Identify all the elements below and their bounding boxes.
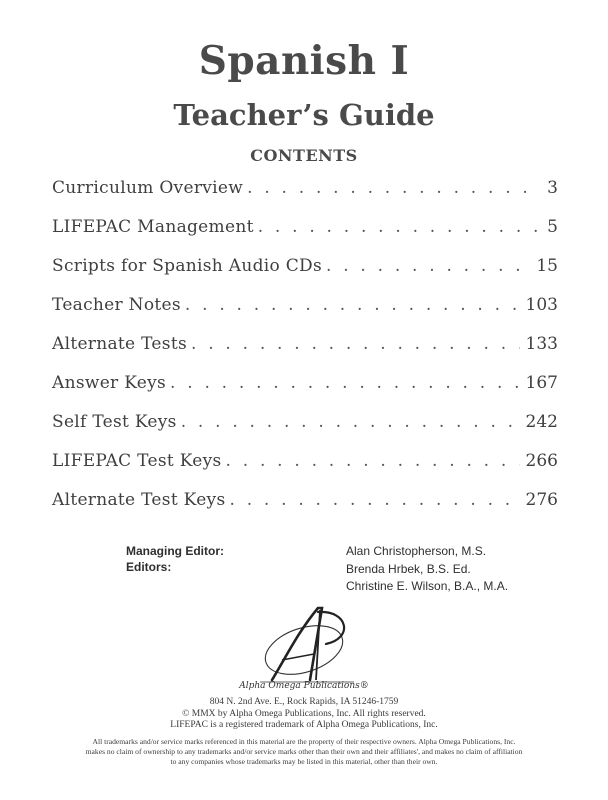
toc-leader-dots xyxy=(226,451,520,471)
credit-roles xyxy=(126,543,224,575)
toc-entry xyxy=(52,490,558,529)
contents-heading: CONTENTS xyxy=(250,146,358,165)
alpha-omega-logo-icon xyxy=(252,602,362,686)
toc-leader-dots xyxy=(181,412,520,432)
editor-name: Christine E. Wilson, B.A., M.A. xyxy=(346,579,509,593)
legal-disclaimer xyxy=(20,737,588,767)
toc-entry xyxy=(52,451,558,490)
toc-entry-page: 276 xyxy=(525,490,558,510)
toc-entry-page: 3 xyxy=(547,178,558,198)
toc-entry-page: 266 xyxy=(525,451,558,471)
toc-leader-dots xyxy=(170,373,520,393)
publisher-imprint xyxy=(0,697,608,732)
toc-entry-label: LIFEPAC Management xyxy=(52,217,254,237)
logo-wordmark: Alpha Omega Publications® xyxy=(239,681,369,691)
managing-editor-name: Alan Christopherson, M.S. xyxy=(346,544,487,558)
managing-editor-label: Managing Editor: xyxy=(126,544,224,558)
toc-leader-dots xyxy=(258,217,538,237)
toc-entry-page: 133 xyxy=(525,334,558,354)
toc-entry xyxy=(52,256,558,295)
editor-name: Brenda Hrbek, B.S. Ed. xyxy=(346,561,471,576)
document-title: Spanish I xyxy=(198,38,410,84)
toc-entry xyxy=(52,295,558,334)
toc-leader-dots xyxy=(185,295,520,315)
document-subtitle: Teacher’s Guide xyxy=(173,98,435,132)
table-of-contents xyxy=(52,178,558,529)
legal-line: All trademarks and/or service marks referenced in this material are the property of their respective owners. Alpha Omega Publications, Inc. xyxy=(92,737,516,746)
toc-entry-label: Teacher Notes xyxy=(52,295,181,315)
toc-entry-label: Curriculum Overview xyxy=(52,178,244,198)
credit-names xyxy=(346,543,508,596)
toc-entry-page: 5 xyxy=(547,217,558,237)
toc-entry-page: 242 xyxy=(525,412,558,432)
toc-entry xyxy=(52,373,558,412)
toc-entry-label: Answer Keys xyxy=(52,373,167,393)
editors-label: Editors: xyxy=(126,560,172,574)
trademark-notice: LIFEPAC is a registered trademark of Alpha Omega Publications, Inc. xyxy=(170,720,438,730)
toc-leader-dots xyxy=(247,178,538,198)
toc-entry xyxy=(52,217,558,256)
toc-entry xyxy=(52,178,558,217)
toc-entry-page: 167 xyxy=(525,373,558,393)
toc-leader-dots xyxy=(229,490,519,510)
toc-entry xyxy=(52,412,558,451)
toc-entry-page: 103 xyxy=(525,295,558,315)
toc-leader-dots xyxy=(326,256,530,276)
toc-entry-label: Alternate Test Keys xyxy=(52,490,226,510)
legal-line: to any companies whose trademarks may be listed in this material, other than their own. xyxy=(170,757,438,766)
toc-leader-dots xyxy=(191,334,520,354)
toc-entry-page: 15 xyxy=(536,256,558,276)
copyright-notice: © MMX by Alpha Omega Publications, Inc. All rights reserved. xyxy=(182,708,426,719)
publisher-address: 804 N. 2nd Ave. E., Rock Rapids, IA 51246-1759 xyxy=(209,697,399,707)
toc-entry-label: Scripts for Spanish Audio CDs xyxy=(52,256,322,276)
toc-entry-label: Self Test Keys xyxy=(52,412,177,432)
toc-entry xyxy=(52,334,558,373)
legal-line: makes no claim of ownership to any trademarks and/or service marks other than their own and their affiliates', and makes no claim of affiliation xyxy=(85,747,523,756)
toc-entry-label: Alternate Tests xyxy=(52,334,187,354)
toc-entry-label: LIFEPAC Test Keys xyxy=(52,451,222,471)
